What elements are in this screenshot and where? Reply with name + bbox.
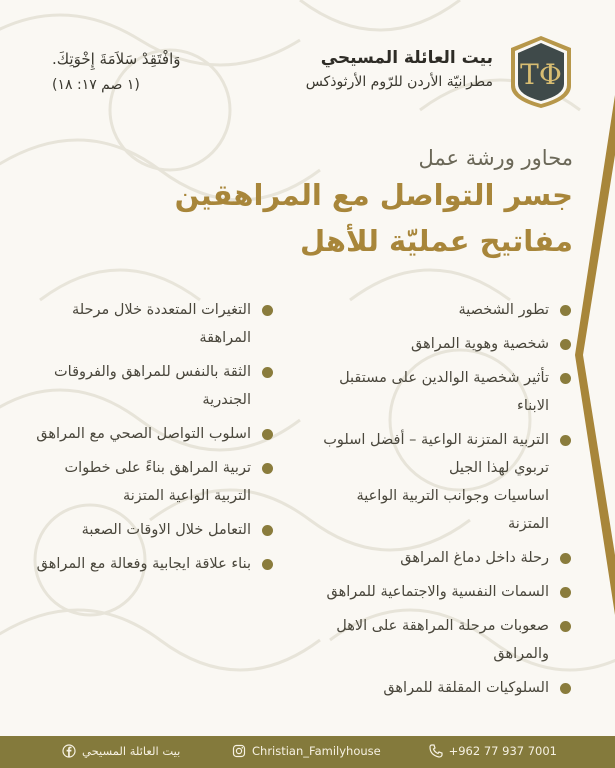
topic-label: تطور الشخصية	[458, 302, 549, 318]
list-item	[323, 578, 573, 606]
list-item	[323, 612, 573, 668]
verse-text: وَافْتَقِدْ سَلاَمَةَ إِخْوَتِكَ.	[52, 50, 181, 68]
list-item	[323, 482, 573, 538]
list-item	[30, 420, 275, 448]
list-item	[323, 296, 573, 324]
phone-icon	[429, 744, 443, 758]
facebook-name: بيت العائلة المسيحي	[82, 744, 181, 758]
bullet-icon	[560, 553, 571, 564]
brand-header	[235, 34, 575, 110]
topic-label: السلوكيات المقلقة للمراهق	[383, 680, 549, 696]
topic-label: السمات النفسية والاجتماعية للمراهق	[326, 584, 549, 600]
list-item	[30, 454, 275, 510]
list-item	[323, 426, 573, 482]
topic-label: صعوبات مرحلة المراهقة على الاهل والمراهق	[336, 618, 549, 662]
list-item	[30, 358, 275, 414]
bullet-icon	[560, 373, 571, 384]
bullet-icon	[560, 435, 571, 446]
phone-number: +962 77 937 7001	[448, 744, 557, 758]
list-item	[323, 544, 573, 572]
topic-label: التعامل خلال الاوقات الصعبة	[81, 522, 251, 538]
bullet-icon	[262, 525, 273, 536]
bullet-icon	[262, 559, 273, 570]
bullet-icon	[262, 305, 273, 316]
list-item	[30, 550, 275, 578]
bullet-icon	[560, 621, 571, 632]
topic-label: اسلوب التواصل الصحي مع المراهق	[36, 426, 251, 442]
workshop-title-line1: جسر التواصل مع المراهقين	[174, 178, 573, 212]
topic-label: التربية المتزنة الواعية – أفضل اسلوب تربوي لهذا الجيل	[323, 432, 549, 476]
brand-logo	[507, 34, 575, 110]
logo-monogram: TΦ	[520, 58, 562, 91]
footer-phone[interactable]	[429, 744, 557, 758]
list-item	[323, 330, 573, 358]
brand-subtitle: مطرانيّة الأردن للرّوم الأرثوذكس	[305, 74, 493, 90]
facebook-icon	[62, 744, 76, 758]
workshop-subtitle: محاور ورشة عمل	[418, 146, 573, 170]
workshop-title-line2: مفاتيح عمليّة للأهل	[300, 224, 573, 258]
footer-facebook[interactable]	[62, 744, 180, 758]
footer-bar	[0, 736, 615, 768]
bullet-icon	[560, 339, 571, 350]
verse-reference: (١ صم ١٧: ١٨)	[52, 77, 140, 93]
topic-label: بناء علاقة ايجابية وفعالة مع المراهق	[36, 556, 251, 572]
topic-label: تأثير شخصية الوالدين على مستقبل الابناء	[339, 370, 549, 414]
brand-title: بيت العائلة المسيحي	[320, 48, 493, 68]
bullet-icon	[560, 587, 571, 598]
list-item	[30, 516, 275, 544]
topics-left-list	[30, 296, 275, 578]
topic-label: الثقة بالنفس للمراهق والفروقات الجندرية	[54, 364, 251, 408]
topic-label: تربية المراهق بناءً على خطوات التربية الواعية المتزنة	[64, 460, 251, 504]
bullet-icon	[262, 367, 273, 378]
topic-label: رحلة داخل دماغ المراهق	[400, 550, 549, 566]
topic-label: اساسيات وجوانب التربية الواعية المتزنة	[356, 488, 549, 532]
instagram-handle: Christian_Familyhouse	[252, 744, 381, 758]
list-item	[323, 674, 573, 702]
list-item	[323, 364, 573, 420]
topic-label: التغيرات المتعددة خلال مرحلة المراهقة	[71, 302, 251, 346]
topic-label: شخصية وهوية المراهق	[411, 336, 549, 352]
instagram-icon	[232, 744, 246, 758]
bullet-icon	[560, 305, 571, 316]
footer-instagram[interactable]	[232, 744, 381, 758]
list-item	[30, 296, 275, 352]
bullet-icon	[262, 429, 273, 440]
bullet-icon	[262, 463, 273, 474]
topics-right-list	[323, 296, 573, 702]
bullet-icon	[560, 683, 571, 694]
